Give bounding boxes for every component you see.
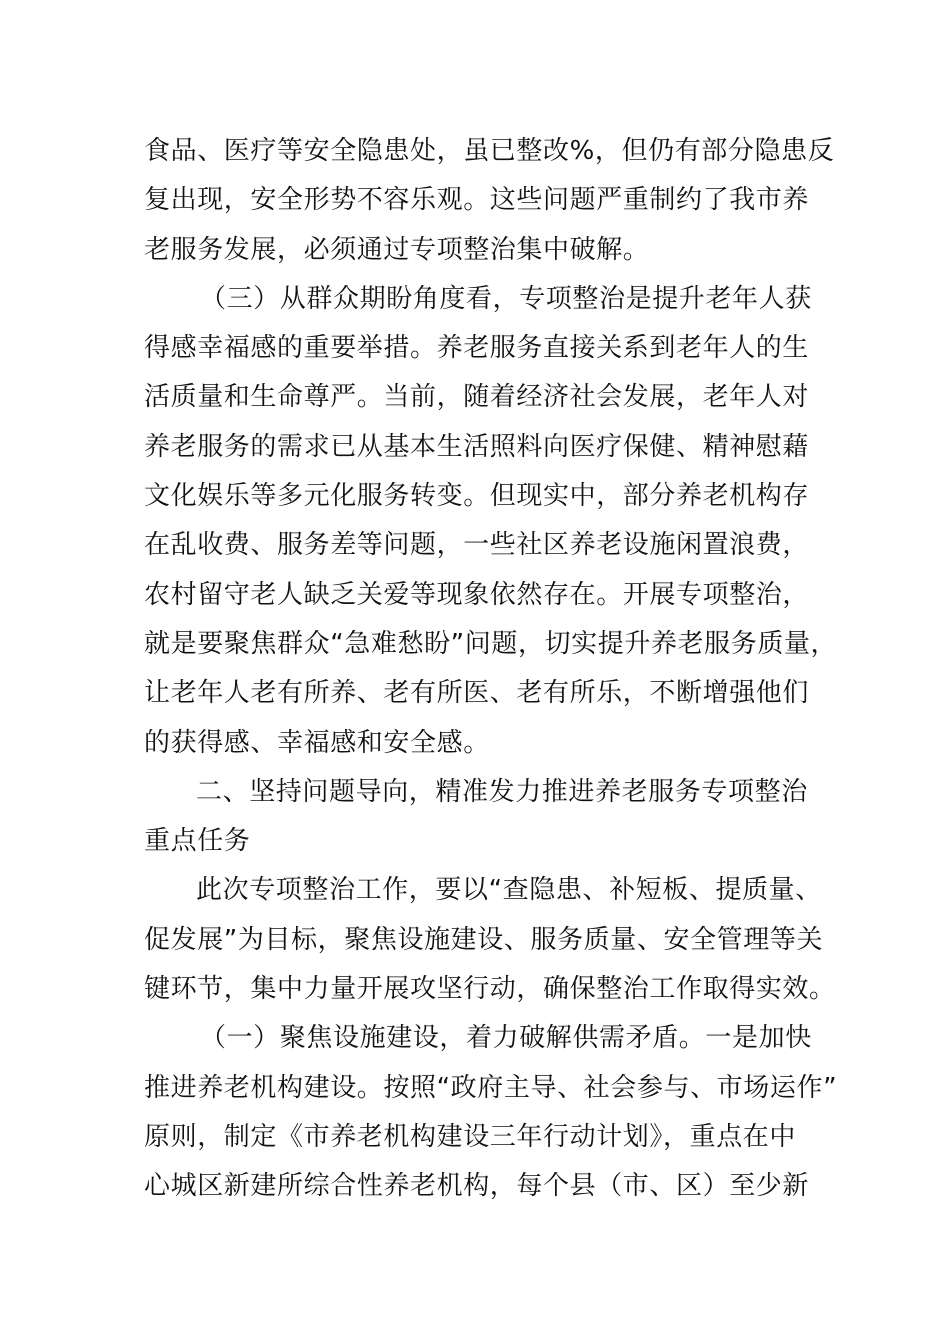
text-line: 得感幸福感的重要举措。养老服务直接关系到老年人的生: [144, 333, 810, 364]
text-line: 键环节，集中力量开展攻坚行动，确保整治工作取得实效。: [144, 974, 836, 1005]
text-line: 原则，制定《市养老机构建设三年行动计划》，重点在中: [144, 1121, 797, 1152]
heading-line: 重点任务: [144, 826, 251, 857]
paragraph-section-three: [144, 275, 838, 768]
paragraph-rectification-goals: [144, 866, 836, 1014]
text-line: 心城区新建所综合性养老机构，每个县（市、区）至少新: [144, 1171, 810, 1202]
text-line: 老服务发展，必须通过专项整治集中破解。: [144, 234, 650, 265]
text-line: （三）从群众期盼角度看，专项整治是提升老年人获: [200, 283, 812, 314]
text-line: 农村留守老人缺乏关爱等现象依然存在。开展专项整治，: [144, 579, 810, 610]
paragraph-safety-hazards: [144, 127, 835, 275]
text-line: 就是要聚焦群众“急难愁盼”问题，切实提升养老服务质量，: [144, 628, 838, 659]
text-line: （一）聚焦设施建设，着力破解供需矛盾。一是加快: [200, 1023, 812, 1054]
text-line: 让老年人老有所养、老有所医、老有所乐，不断增强他们: [144, 678, 810, 709]
text-line: 活质量和生命尊严。当前，随着经济社会发展，老年人对: [144, 382, 810, 413]
text-line: 文化娱乐等多元化服务转变。但现实中，部分养老机构存: [144, 481, 810, 512]
text-line: 在乱收费、服务差等问题，一些社区养老设施闲置浪费，: [144, 530, 810, 561]
text-line: 食品、医疗等安全隐患处，虽已整改%，但仍有部分隐患反: [144, 136, 835, 166]
text-line: 养老服务的需求已从基本生活照料向医疗保健、精神慰藉: [144, 431, 810, 462]
text-line: 的获得感、幸福感和安全感。: [144, 727, 490, 758]
text-line: 复出现，安全形势不容乐观。这些问题严重制约了我市养: [144, 185, 810, 216]
document-body: [144, 127, 838, 1212]
text-line: 促发展”为目标，聚焦设施建设、服务质量、安全管理等关: [144, 924, 824, 955]
text-line: 推进养老机构建设。按照“政府主导、社会参与、市场运作”: [144, 1072, 838, 1103]
paragraph-section-one: [144, 1014, 838, 1211]
section-heading-two: [144, 768, 806, 867]
heading-line: 二、坚持问题导向，精准发力推进养老服务专项整治: [196, 776, 808, 807]
text-line: 此次专项整治工作，要以“查隐患、补短板、提质量、: [196, 875, 822, 906]
